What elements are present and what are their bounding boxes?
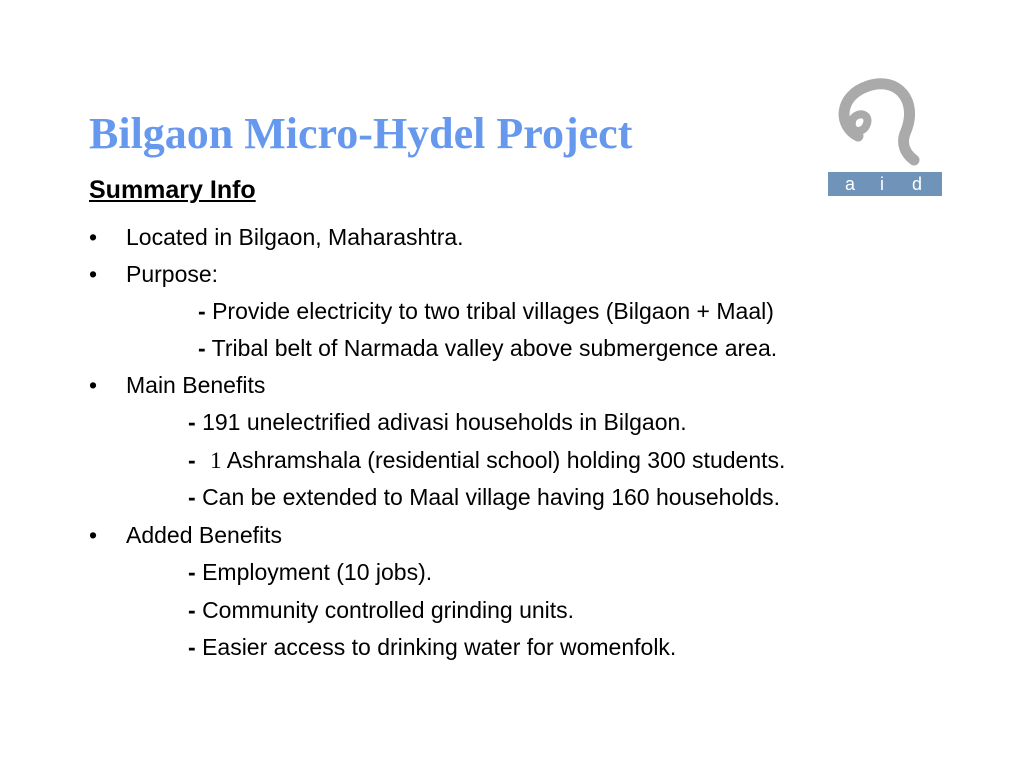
sub-item (188, 595, 574, 625)
aid-logo-icon (828, 76, 942, 200)
sub-item-text: Employment (10 jobs). (202, 559, 433, 585)
aid-logo (828, 76, 942, 200)
dash-marker: - (198, 335, 206, 361)
sub-item (198, 296, 774, 326)
sub-item (188, 632, 676, 662)
sub-item (198, 333, 777, 363)
bullet-marker: • (89, 372, 98, 398)
logo-letter-a: a (845, 174, 856, 194)
dash-marker: - (188, 409, 196, 435)
slide-title: Bilgaon Micro-Hydel Project (89, 109, 633, 158)
bullet-marker: • (89, 224, 98, 250)
logo-letter-d: d (912, 174, 923, 194)
bullet-main-benefits: Main Benefits (126, 372, 266, 398)
bullet-marker: • (89, 522, 98, 548)
sub-item (188, 445, 785, 476)
sub-item-text: Community controlled grinding units. (202, 597, 575, 623)
dash-marker: - (188, 634, 196, 660)
summary-heading: Summary Info (89, 176, 256, 204)
sub-item-number: 1 (210, 448, 222, 473)
sub-item-text: 191 unelectrified adivasi households in Bilgaon. (202, 409, 687, 435)
sub-item (188, 482, 780, 512)
sub-item (188, 407, 687, 437)
logo-letter-i: i (880, 174, 884, 194)
sub-item-text: Easier access to drinking water for womenfolk. (202, 634, 677, 660)
bullet-added-benefits: Added Benefits (126, 522, 283, 548)
sub-item-text: Provide electricity to two tribal villages (Bilgaon + Maal) (212, 298, 774, 324)
dash-marker: - (188, 484, 196, 510)
dash-marker: - (198, 298, 206, 324)
dash-marker: - (188, 597, 196, 623)
dash-marker: - (188, 559, 196, 585)
bullet-purpose: Purpose: (126, 261, 219, 287)
sub-item-text: Ashramshala (residential school) holding 300 students. (226, 447, 786, 473)
sub-item-text: Tribal belt of Narmada valley above submergence area. (211, 335, 778, 361)
bullet-marker: • (89, 261, 98, 287)
sub-item (188, 557, 432, 587)
dash-marker: - (188, 447, 196, 473)
bullet-location: Located in Bilgaon, Maharashtra. (126, 224, 464, 250)
sub-item-text: Can be extended to Maal village having 160 households. (202, 484, 781, 510)
